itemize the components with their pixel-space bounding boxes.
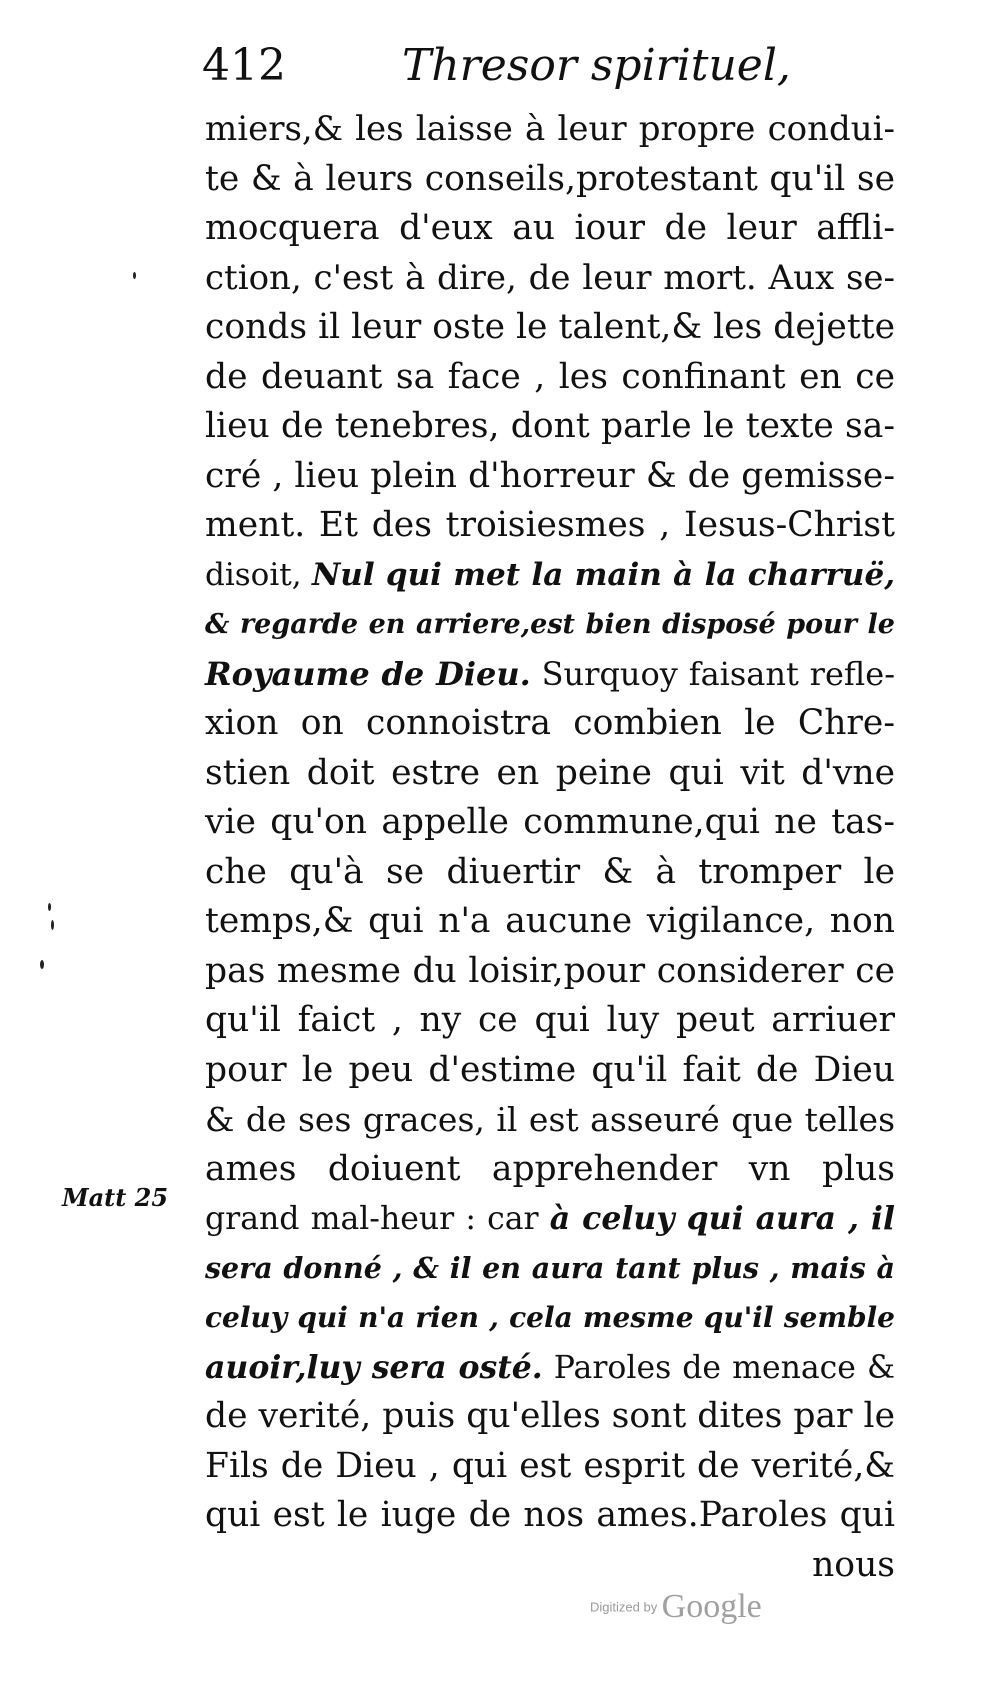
text-line <box>205 105 895 155</box>
text-line <box>205 848 895 898</box>
text-line <box>205 1392 895 1442</box>
text-line <box>205 1145 895 1195</box>
italic-quote-segment: Nul qui met la main à la charruë, <box>311 556 895 593</box>
text-segment: ction, c'est à dire, de leur mort. Aux se- <box>205 257 895 298</box>
text-segment: grand mal-heur : car <box>205 1201 550 1237</box>
text-line <box>205 699 895 749</box>
margin-note: Matt 25 <box>62 1183 169 1212</box>
text-segment: Fils de Dieu , qui est esprit de verité,& <box>205 1445 895 1486</box>
running-title: Thresor spirituel, <box>402 40 791 91</box>
text-segment: pour le peu d'estime qu'il fait de Dieu <box>205 1049 895 1090</box>
text-line <box>205 1541 895 1591</box>
text-segment: ment. Et des troisiesmes , Iesus-Christ <box>205 505 895 545</box>
text-line <box>205 1442 895 1492</box>
text-segment: conds il leur oste le talent,& les dejette <box>205 307 895 347</box>
text-line <box>205 897 895 947</box>
text-segment: Paroles de menace & <box>542 1349 895 1386</box>
text-segment: che qu'à se diuertir & à tromper le <box>205 851 895 892</box>
text-line <box>205 1491 895 1541</box>
text-line <box>205 1293 895 1343</box>
text-segment: qu'il faict , ny ce qui luy peut arriuer <box>205 1000 895 1040</box>
text-line <box>205 947 895 997</box>
text-segment: pas mesme du loisir,pour considerer ce <box>205 950 895 991</box>
text-line <box>205 1095 895 1145</box>
text-line <box>205 798 895 848</box>
text-line <box>205 452 895 502</box>
text-line <box>205 1244 895 1294</box>
text-segment: ames doiuent apprehender vn plus <box>205 1148 895 1189</box>
text-line <box>205 600 895 650</box>
text-line <box>205 204 895 254</box>
text-line <box>205 996 895 1046</box>
ink-speck <box>48 903 51 911</box>
page-header <box>202 40 902 100</box>
text-line <box>205 749 895 799</box>
page-number: 412 <box>202 40 286 91</box>
text-line <box>205 1046 895 1096</box>
body-text <box>205 105 895 1590</box>
italic-quote-segment: & regarde en arriere,est bien disposé pour le <box>205 609 895 640</box>
ink-speck <box>40 960 44 969</box>
text-line <box>205 1343 895 1393</box>
text-line <box>205 1194 895 1244</box>
ink-speck <box>133 272 136 279</box>
text-segment: cré , lieu plein d'horreur & de gemisse- <box>205 455 895 496</box>
text-segment: nous <box>812 1544 895 1585</box>
italic-quote-segment: auoir,luy sera osté. <box>205 1348 543 1386</box>
text-segment: de verité, puis qu'elles sont dites par le <box>205 1396 895 1436</box>
digitized-label: Digitized by <box>590 1599 658 1615</box>
text-segment: mocquera d'eux au iour de leur affli- <box>205 208 895 248</box>
text-segment: de deuant sa face , les confinant en ce <box>205 356 895 397</box>
text-line <box>205 303 895 353</box>
text-segment: temps,& qui n'a aucune vigilance, non <box>205 901 895 941</box>
text-line <box>205 650 895 700</box>
italic-quote-segment: à celuy qui aura , il <box>549 1200 895 1237</box>
italic-quote-segment: Royaume de Dieu. <box>205 654 531 693</box>
text-segment: stien doit estre en peine qui vit d'vne <box>205 752 895 793</box>
text-line <box>205 254 895 304</box>
text-segment: vie qu'on appelle commune,qui ne tas- <box>205 802 895 842</box>
italic-quote-segment: sera donné , & il en aura tant plus , mais à <box>205 1250 895 1285</box>
ink-speck <box>51 920 54 930</box>
text-line <box>205 551 895 601</box>
google-logo-text: Google <box>661 1588 762 1625</box>
italic-quote-segment: celuy qui n'a rien , cela mesme qu'il semble <box>205 1301 895 1334</box>
text-segment: xion on connoistra combien le Chre- <box>205 703 895 743</box>
digitized-watermark <box>590 1588 762 1626</box>
text-segment: disoit, <box>205 556 312 593</box>
text-segment: miers,& les laisse à leur propre condui- <box>205 109 895 149</box>
text-line <box>205 501 895 551</box>
text-line <box>205 155 895 205</box>
text-segment: te & à leurs conseils,protestant qu'il se <box>205 158 895 199</box>
text-line <box>205 402 895 452</box>
text-line <box>205 353 895 403</box>
text-segment: lieu de tenebres, dont parle le texte sa- <box>205 406 895 446</box>
text-segment: qui est le iuge de nos ames.Paroles qui <box>205 1495 895 1535</box>
text-segment: Surquoy faisant refle- <box>530 654 896 693</box>
text-segment: & de ses graces, il est asseuré que telles <box>205 1100 895 1139</box>
